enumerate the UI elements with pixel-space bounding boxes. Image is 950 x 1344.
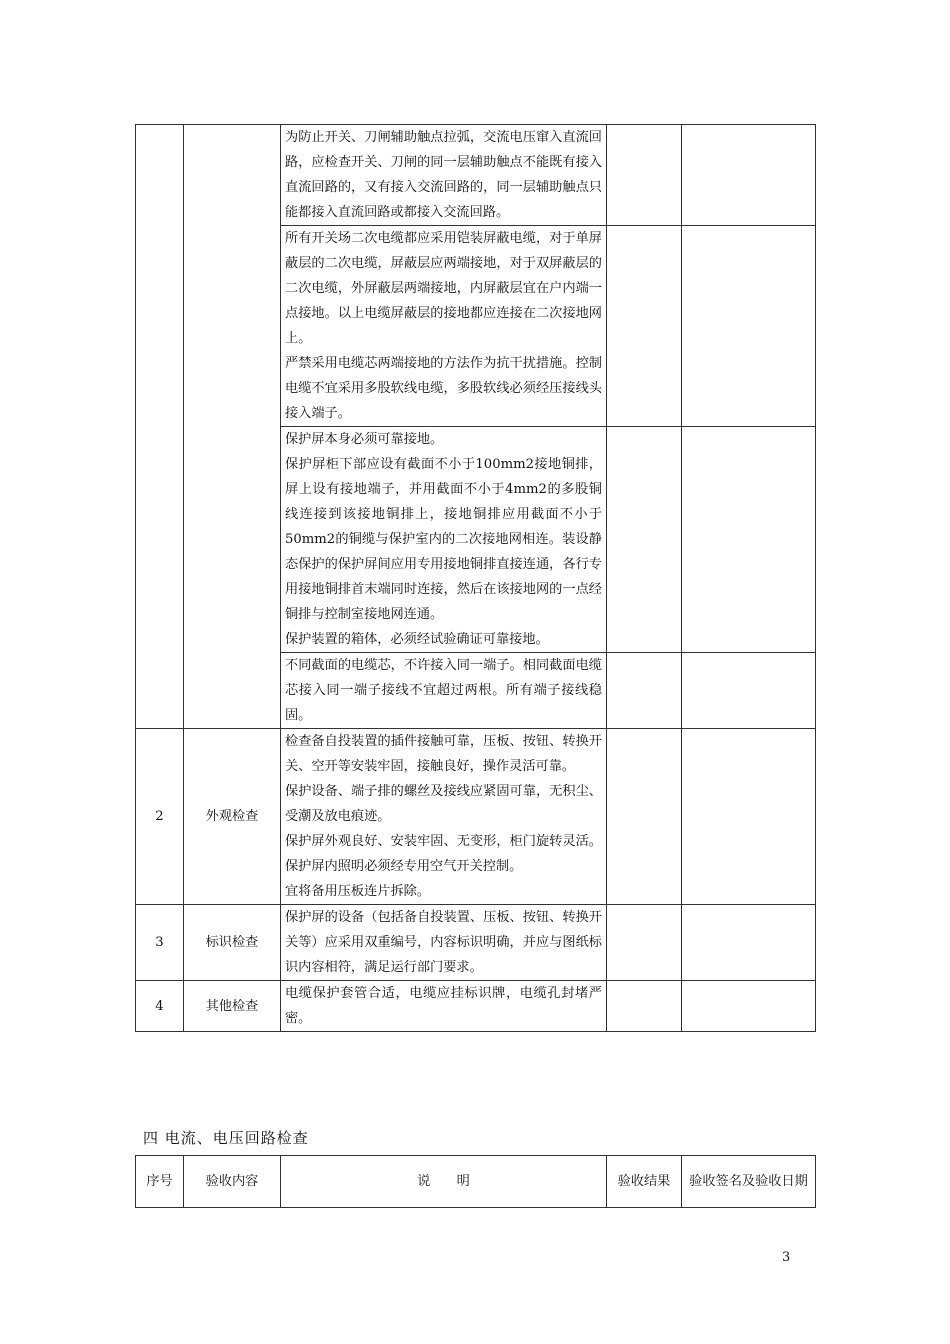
desc-paragraph: 所有开关场二次电缆都应采用铠装屏蔽电缆，对于单屏蔽层的二次电缆，屏蔽层应两端接地，对于双屏蔽层的二次电缆，外屏蔽层两端接地，内屏蔽层宜在户内端一点接地。以上电缆屏蔽层的接地都应连接在二次接地网上。 (285, 231, 602, 346)
header-no: 序号 (136, 1156, 184, 1208)
desc-paragraph: 保护屏的设备（包括备自投装置、压板、按钮、转换开关等）应采用双重编号，内容标识明确，并应与图纸标识内容相符，满足运行部门要求。 (285, 910, 602, 975)
table-row (136, 905, 816, 981)
signature-cell (682, 729, 816, 905)
desc-cell (281, 981, 607, 1032)
table-row (136, 981, 816, 1032)
desc-cell (281, 653, 607, 729)
result-cell (607, 653, 682, 729)
desc-cell (281, 427, 607, 653)
signature-cell (682, 125, 816, 226)
no-cell: 4 (136, 981, 184, 1032)
no-cell (136, 125, 184, 729)
desc-cell (281, 125, 607, 226)
desc-paragraph: 保护设备、端子排的螺丝及接线应紧固可靠，无积尘、受潮及放电痕迹。 (285, 784, 602, 824)
result-cell (607, 125, 682, 226)
desc-cell (281, 226, 607, 427)
desc-paragraph: 电缆保护套管合适，电缆应挂标识牌，电缆孔封堵严密。 (285, 986, 602, 1026)
no-cell: 2 (136, 729, 184, 905)
item-cell: 标识检查 (184, 905, 281, 981)
result-cell (607, 981, 682, 1032)
desc-paragraph: 严禁采用电缆芯两端接地的方法作为抗干扰措施。控制电缆不宜采用多股软线电缆，多股软线必须经压接线头接入端子。 (285, 356, 602, 421)
item-cell: 外观检查 (184, 729, 281, 905)
no-cell: 3 (136, 905, 184, 981)
desc-paragraph: 宜将备用压板连片拆除。 (285, 884, 431, 899)
table-header-row (136, 1156, 816, 1208)
desc-paragraph: 不同截面的电缆芯，不许接入同一端子。相同截面电缆芯接入同一端子接线不宜超过两根。所有端子接线稳固。 (285, 658, 602, 723)
desc-paragraph: 检查备自投装置的插件接触可靠，压板、按钮、转换开关、空开等安装牢固，接触良好，操作灵活可靠。 (285, 734, 602, 774)
signature-cell (682, 981, 816, 1032)
current-voltage-table (135, 1155, 816, 1208)
desc-cell (281, 905, 607, 981)
result-cell (607, 729, 682, 905)
result-cell (607, 427, 682, 653)
item-cell: 其他检查 (184, 981, 281, 1032)
table-row (136, 729, 816, 905)
signature-cell (682, 226, 816, 427)
signature-cell (682, 905, 816, 981)
header-item: 验收内容 (184, 1156, 281, 1208)
item-cell (184, 125, 281, 729)
header-desc: 说 明 (281, 1156, 607, 1208)
desc-paragraph: 保护屏本身必须可靠接地。 (285, 432, 444, 447)
desc-paragraph: 保护屏外观良好、安装牢固、无变形，柜门旋转灵活。保护屏内照明必须经专用空气开关控制。 (285, 834, 602, 874)
signature-cell (682, 427, 816, 653)
signature-cell (682, 653, 816, 729)
table-row (136, 125, 816, 226)
result-cell (607, 226, 682, 427)
desc-paragraph: 保护屏柜下部应设有截面不小于100mm2接地铜排，屏上设有接地端子，并用截面不小于4mm2的多股铜线连接到该接地铜排上，接地铜排应用截面不小于50mm2的铜缆与保护室内的二次接地网相连。装设静态保护的保护屏间应用专用接地铜排直接连通，各行专用接地铜排首末端同时连接，然后在该接地网的一点经铜排与控制室接地网连通。 (285, 457, 602, 622)
header-signature: 验收签名及验收日期 (682, 1156, 816, 1208)
desc-paragraph: 保护装置的箱体，必须经试验确证可靠接地。 (285, 632, 549, 647)
section-title: 四 电流、电压回路检查 (143, 1129, 309, 1147)
inspection-table (135, 124, 816, 1032)
header-result: 验收结果 (607, 1156, 682, 1208)
page-number: 3 (782, 1250, 791, 1265)
desc-paragraph: 为防止开关、刀闸辅助触点拉弧，交流电压窜入直流回路，应检查开关、刀闸的同一层辅助触点不能既有接入直流回路的，又有接入交流回路的，同一层辅助触点只能都接入直流回路或都接入交流回路。 (285, 130, 602, 220)
result-cell (607, 905, 682, 981)
desc-cell (281, 729, 607, 905)
